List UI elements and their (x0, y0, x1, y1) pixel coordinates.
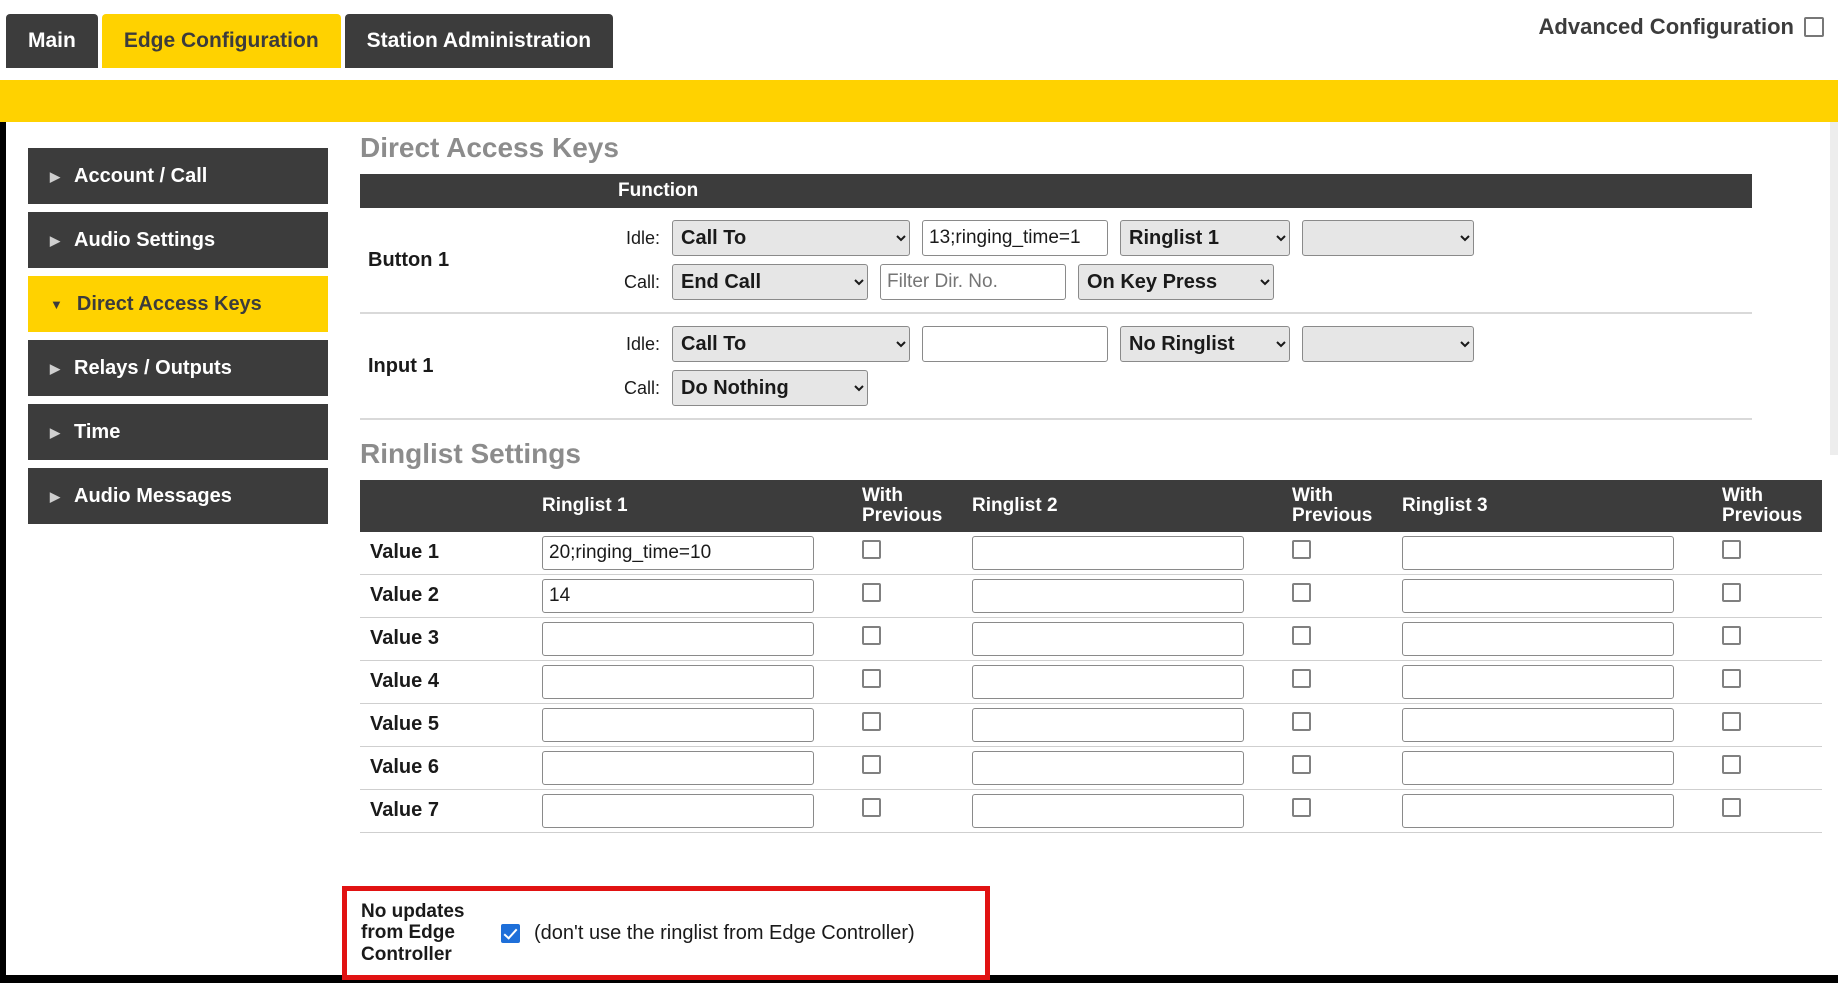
cell-ringlist-2 (962, 703, 1282, 746)
cell-ringlist-3 (1392, 532, 1712, 575)
row-label-value-1: Value 1 (360, 532, 532, 575)
cell-with-previous-3 (1712, 660, 1822, 703)
value-2-ringlist-1-input[interactable] (542, 579, 814, 613)
chevron-right-icon: ▶ (50, 232, 60, 248)
cell-with-previous-2 (1282, 789, 1392, 832)
cell-ringlist-1 (532, 703, 852, 746)
col-header-with-previous-1: With Previous (852, 480, 962, 532)
advanced-configuration-checkbox[interactable] (1804, 17, 1824, 37)
cell-ringlist-2 (962, 660, 1282, 703)
value-5-ringlist-2-input[interactable] (972, 708, 1244, 742)
value-3-ringlist-2-input[interactable] (972, 622, 1244, 656)
value-3-ringlist-1-input[interactable] (542, 622, 814, 656)
cell-with-previous-2 (1282, 574, 1392, 617)
call-label: Call: (623, 271, 660, 292)
table-row (360, 660, 1822, 703)
cell-with-previous-3 (1712, 617, 1822, 660)
value-5-with-previous-1-checkbox[interactable] (862, 712, 881, 731)
sidebar-item-label: Time (74, 420, 121, 443)
sidebar-item-direct-access-keys[interactable] (28, 276, 328, 332)
row-label-value-3: Value 3 (360, 617, 532, 660)
tab-station-administration[interactable] (345, 14, 613, 68)
sidebar-item-audio-messages[interactable] (28, 468, 328, 524)
value-4-ringlist-3-input[interactable] (1402, 665, 1674, 699)
value-6-with-previous-2-checkbox[interactable] (1292, 755, 1311, 774)
sidebar-item-account-call[interactable] (28, 148, 328, 204)
idle-label: Idle: (625, 227, 660, 248)
value-6-with-previous-1-checkbox[interactable] (862, 755, 881, 774)
row-label-value-4: Value 4 (360, 660, 532, 703)
cell-with-previous-3 (1712, 532, 1822, 575)
direct-access-keys-header (360, 174, 1752, 208)
window-right-border (1830, 0, 1838, 983)
value-3-ringlist-3-input[interactable] (1402, 622, 1674, 656)
input-1-call-line (610, 366, 1752, 410)
value-1-ringlist-1-input[interactable] (542, 536, 814, 570)
row-label-button-1: Button 1 (368, 248, 450, 271)
value-6-with-previous-3-checkbox[interactable] (1722, 755, 1741, 774)
input-1-idle-value-input[interactable] (922, 326, 1108, 362)
value-5-ringlist-1-input[interactable] (542, 708, 814, 742)
value-7-ringlist-1-input[interactable] (542, 794, 814, 828)
cell-ringlist-1 (532, 789, 852, 832)
button-1-call-line (610, 260, 1752, 304)
ringlist-rows (360, 532, 1822, 833)
table-row (360, 617, 1822, 660)
direct-access-keys-title: Direct Access Keys (360, 132, 619, 163)
value-3-with-previous-3-checkbox[interactable] (1722, 626, 1741, 645)
cell-ringlist-2 (962, 617, 1282, 660)
value-3-with-previous-2-checkbox[interactable] (1292, 626, 1311, 645)
cell-with-previous-1 (852, 532, 962, 575)
tab-edge-configuration-label: Edge Configuration (123, 29, 319, 52)
button-1-call-action-select[interactable] (672, 264, 868, 300)
value-4-with-previous-2-checkbox[interactable] (1292, 669, 1311, 688)
cell-ringlist-1 (532, 574, 852, 617)
value-7-ringlist-2-input[interactable] (972, 794, 1244, 828)
cell-with-previous-2 (1282, 746, 1392, 789)
row-label-input-1: Input 1 (368, 354, 434, 377)
chevron-down-icon: ▼ (50, 296, 63, 312)
table-row (360, 208, 1752, 314)
cell-with-previous-3 (1712, 574, 1822, 617)
cell-with-previous-1 (852, 617, 962, 660)
table-row (360, 703, 1822, 746)
cell-with-previous-2 (1282, 703, 1392, 746)
row-label-value-5: Value 5 (360, 703, 532, 746)
chevron-right-icon: ▶ (50, 424, 60, 440)
value-4-ringlist-2-input[interactable] (972, 665, 1244, 699)
cell-ringlist-1 (532, 660, 852, 703)
button-1-idle-ringlist-select[interactable] (1120, 220, 1290, 256)
table-row (360, 532, 1822, 575)
row-label-value-2: Value 2 (360, 574, 532, 617)
cell-ringlist-3 (1392, 660, 1712, 703)
col-header-with-previous-2: With Previous (1282, 480, 1392, 532)
value-3-with-previous-1-checkbox[interactable] (862, 626, 881, 645)
ringlist-settings-title: Ringlist Settings (360, 438, 581, 469)
cell-ringlist-2 (962, 532, 1282, 575)
sidebar-item-label: Audio Messages (74, 484, 232, 507)
value-1-ringlist-3-input[interactable] (1402, 536, 1674, 570)
sidebar-item-relays-outputs[interactable] (28, 340, 328, 396)
value-4-with-previous-1-checkbox[interactable] (862, 669, 881, 688)
value-7-with-previous-3-checkbox[interactable] (1722, 798, 1741, 817)
table-row (360, 789, 1822, 832)
chevron-right-icon: ▶ (50, 488, 60, 504)
value-5-with-previous-3-checkbox[interactable] (1722, 712, 1741, 731)
cell-with-previous-2 (1282, 617, 1392, 660)
value-1-ringlist-2-input[interactable] (972, 536, 1244, 570)
col-header-blank (360, 480, 532, 532)
cell-with-previous-1 (852, 789, 962, 832)
value-7-with-previous-2-checkbox[interactable] (1292, 798, 1311, 817)
value-6-ringlist-3-input[interactable] (1402, 751, 1674, 785)
button-1-idle-value-input[interactable] (922, 220, 1108, 256)
value-1-with-previous-3-checkbox[interactable] (1722, 540, 1741, 559)
call-label: Call: (623, 377, 660, 398)
sidebar-item-label: Direct Access Keys (76, 292, 262, 315)
cell-ringlist-3 (1392, 746, 1712, 789)
sidebar-item-time[interactable] (28, 404, 328, 460)
input-1-idle-line (610, 322, 1752, 366)
sidebar-item-label: Relays / Outputs (74, 356, 232, 379)
cell-ringlist-3 (1392, 789, 1712, 832)
top-bar (0, 0, 1838, 80)
sidebar-item-audio-settings[interactable] (28, 212, 328, 268)
cell-ringlist-2 (962, 789, 1282, 832)
advanced-configuration-label: Advanced Configuration (1538, 14, 1794, 39)
cell-ringlist-2 (962, 574, 1282, 617)
cell-with-previous-3 (1712, 746, 1822, 789)
cell-ringlist-3 (1392, 617, 1712, 660)
cell-ringlist-1 (532, 617, 852, 660)
button-1-idle-line (610, 216, 1752, 260)
button-1-idle-action-select[interactable] (672, 220, 910, 256)
value-7-with-previous-1-checkbox[interactable] (862, 798, 881, 817)
cell-with-previous-2 (1282, 660, 1392, 703)
cell-ringlist-3 (1392, 703, 1712, 746)
cell-with-previous-1 (852, 574, 962, 617)
value-2-ringlist-3-input[interactable] (1402, 579, 1674, 613)
cell-with-previous-1 (852, 703, 962, 746)
col-header-ringlist-3: Ringlist 3 (1392, 480, 1712, 532)
cell-ringlist-3 (1392, 574, 1712, 617)
table-row (360, 314, 1752, 420)
cell-with-previous-1 (852, 746, 962, 789)
input-1-idle-extra-select[interactable] (1302, 326, 1474, 362)
input-1-call-action-select[interactable] (672, 370, 868, 406)
main-content (360, 132, 1803, 833)
value-1-with-previous-1-checkbox[interactable] (862, 540, 881, 559)
table-row (360, 746, 1822, 789)
value-7-ringlist-3-input[interactable] (1402, 794, 1674, 828)
chevron-right-icon: ▶ (50, 168, 60, 184)
col-header-with-previous-3: With Previous (1712, 480, 1822, 532)
tab-main-label: Main (28, 29, 76, 52)
value-1-with-previous-2-checkbox[interactable] (1292, 540, 1311, 559)
table-header-row (360, 480, 1822, 532)
col-header-ringlist-1: Ringlist 1 (532, 480, 852, 532)
idle-label: Idle: (625, 333, 660, 354)
row-label-value-6: Value 6 (360, 746, 532, 789)
tab-edge-configuration[interactable] (102, 14, 341, 68)
no-updates-highlight-box (342, 886, 990, 980)
cell-ringlist-1 (532, 746, 852, 789)
sidebar-item-label: Audio Settings (74, 228, 216, 251)
chevron-right-icon: ▶ (50, 360, 60, 376)
button-1-call-keyevent-select[interactable] (1078, 264, 1274, 300)
input-1-idle-ringlist-select[interactable] (1120, 326, 1290, 362)
no-updates-note: (don't use the ringlist from Edge Controller) (534, 921, 915, 944)
table-row (360, 574, 1822, 617)
cell-ringlist-2 (962, 746, 1282, 789)
input-1-idle-action-select[interactable] (672, 326, 910, 362)
value-2-ringlist-2-input[interactable] (972, 579, 1244, 613)
sidebar (28, 148, 328, 532)
value-4-ringlist-1-input[interactable] (542, 665, 814, 699)
value-5-with-previous-2-checkbox[interactable] (1292, 712, 1311, 731)
cell-with-previous-1 (852, 660, 962, 703)
button-1-call-filter-input[interactable] (880, 264, 1066, 300)
value-2-with-previous-1-checkbox[interactable] (862, 583, 881, 602)
value-4-with-previous-3-checkbox[interactable] (1722, 669, 1741, 688)
row-label-value-7: Value 7 (360, 789, 532, 832)
value-5-ringlist-3-input[interactable] (1402, 708, 1674, 742)
value-6-ringlist-1-input[interactable] (542, 751, 814, 785)
tab-station-administration-label: Station Administration (366, 29, 592, 52)
value-2-with-previous-2-checkbox[interactable] (1292, 583, 1311, 602)
value-2-with-previous-3-checkbox[interactable] (1722, 583, 1741, 602)
accent-band (0, 80, 1838, 122)
tab-main[interactable] (6, 14, 98, 68)
value-6-ringlist-2-input[interactable] (972, 751, 1244, 785)
cell-ringlist-1 (532, 532, 852, 575)
cell-with-previous-3 (1712, 703, 1822, 746)
cell-with-previous-2 (1282, 532, 1392, 575)
no-updates-checkbox[interactable] (501, 924, 520, 943)
window-left-border (0, 0, 6, 983)
sidebar-item-label: Account / Call (74, 164, 208, 187)
direct-access-keys-table (360, 208, 1752, 420)
function-column-header: Function (618, 180, 699, 201)
ringlist-settings-table (360, 480, 1822, 833)
no-updates-label: No updates from Edge Controller (361, 901, 465, 965)
button-1-idle-extra-select[interactable] (1302, 220, 1474, 256)
cell-with-previous-3 (1712, 789, 1822, 832)
no-updates-control (501, 922, 915, 945)
col-header-ringlist-2: Ringlist 2 (962, 480, 1282, 532)
main-tabs (6, 14, 617, 68)
advanced-configuration-toggle[interactable] (1539, 14, 1824, 40)
